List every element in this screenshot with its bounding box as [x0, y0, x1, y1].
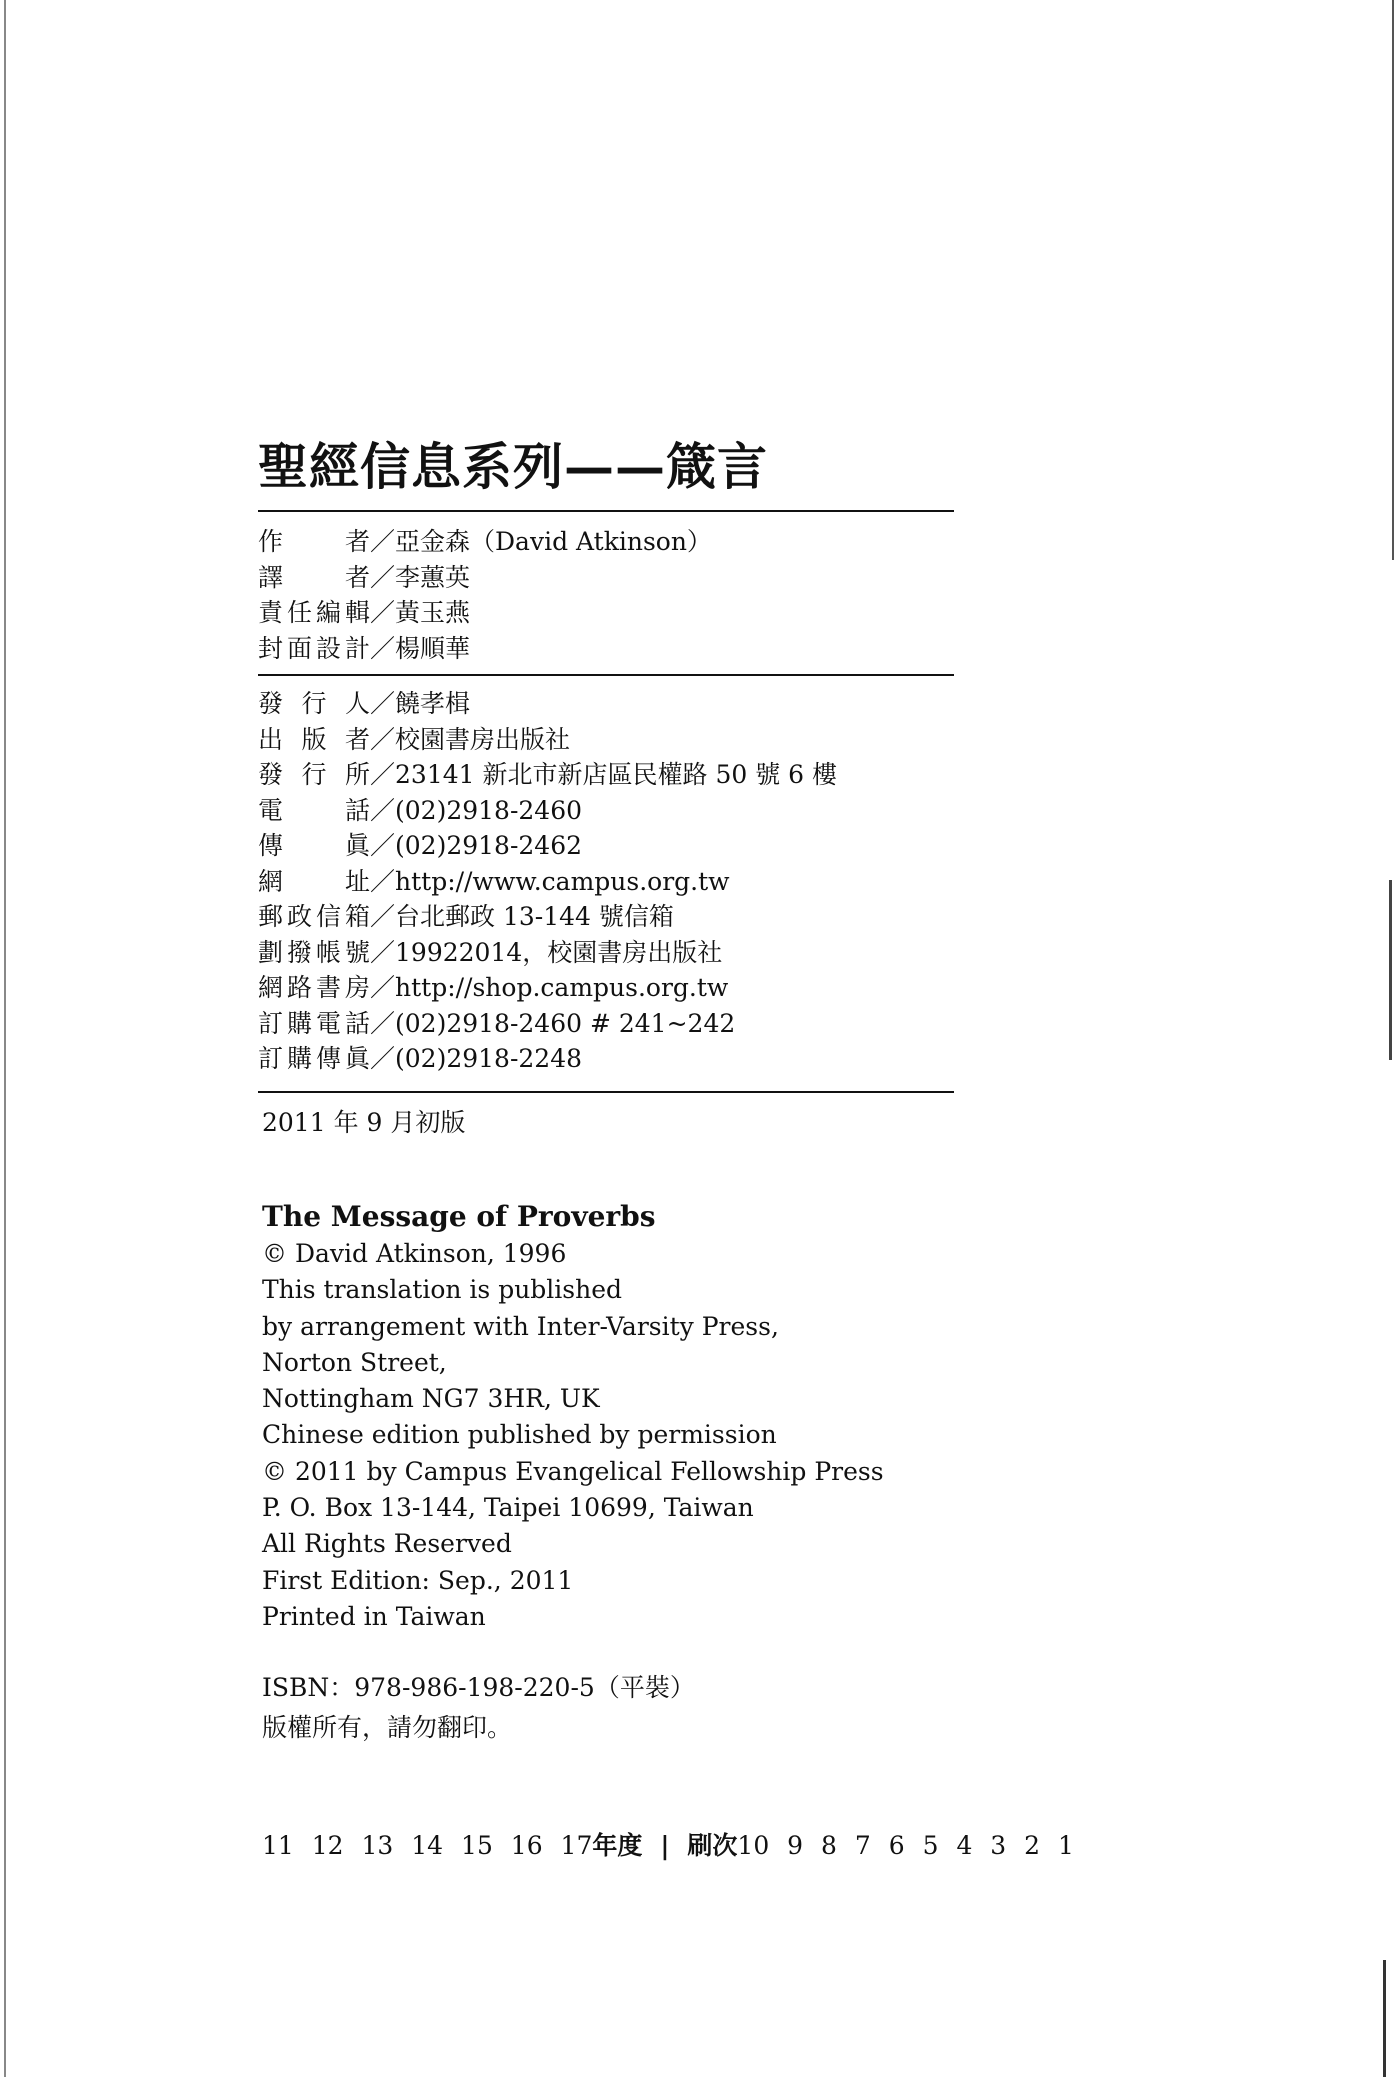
rights-notice: 版權所有，請勿翻印。 [262, 1713, 513, 1742]
publisher-row [258, 722, 837, 758]
publisher-value: 校園書房出版社 [395, 724, 571, 754]
publisher-row [258, 757, 837, 793]
publisher-separator: ／ [370, 902, 396, 931]
publisher-row [258, 935, 837, 971]
publisher-separator: ／ [370, 973, 396, 1002]
edition-date: 2011 年 9 月初版 [262, 1108, 466, 1137]
credit-label: 責任編輯 [258, 598, 370, 627]
credit-separator: ／ [370, 562, 396, 592]
credit-label: 作 者 [258, 527, 370, 556]
publisher-row [258, 686, 837, 722]
credit-value: 李蕙英 [395, 562, 471, 592]
print-years: 11 12 13 14 15 16 17 [262, 1831, 593, 1860]
credit-separator: ／ [370, 633, 396, 663]
rule-top [258, 510, 954, 512]
book-title: 聖經信息系列——箴言 [258, 437, 768, 496]
english-copyright-block [262, 1198, 884, 1635]
credit-label: 譯 者 [258, 562, 370, 592]
publisher-row [258, 1006, 837, 1042]
publisher-label: 傳 眞 [258, 831, 370, 860]
credit-row-editor [258, 595, 712, 631]
publisher-label: 劃撥帳號 [258, 937, 370, 967]
publisher-separator: ／ [370, 1044, 396, 1073]
publisher-value: 饒孝楫 [395, 689, 471, 718]
publisher-label: 郵政信箱 [258, 902, 370, 931]
publisher-label: 出 版 者 [258, 724, 370, 754]
publisher-value: (02)2918-2462 [395, 831, 583, 860]
scan-edge-left [4, 0, 6, 2077]
publisher-row [258, 899, 837, 935]
publisher-separator: ／ [370, 724, 396, 754]
publisher-value: (02)2918-2248 [395, 1044, 583, 1073]
publisher-row [258, 828, 837, 864]
credit-separator: ／ [370, 527, 396, 556]
publisher-separator: ／ [370, 689, 396, 718]
credit-value: 黃玉燕 [395, 598, 471, 627]
print-divider: | [660, 1831, 670, 1860]
publisher-value: 台北郵政 13-144 號信箱 [395, 902, 674, 931]
isbn-block [262, 1668, 695, 1748]
publisher-separator: ／ [370, 866, 396, 896]
english-line: © 2011 by Campus Evangelical Fellowship Press [262, 1456, 884, 1486]
publisher-row [258, 970, 837, 1006]
print-printings-label: 刷次 [687, 1831, 738, 1860]
shop-link: http://shop.campus.org.tw [395, 973, 729, 1002]
publisher-value: 19922014，校園書房出版社 [395, 937, 723, 967]
english-line: P. O. Box 13-144, Taipei 10699, Taiwan [262, 1493, 754, 1523]
credit-row-cover-design [258, 631, 712, 667]
publisher-separator: ／ [370, 831, 396, 860]
scan-edge-right-top [1392, 0, 1394, 560]
scan-edge-right-bottom [1383, 1960, 1386, 2077]
publisher-row [258, 793, 837, 829]
publisher-separator: ／ [370, 937, 396, 967]
print-years-label: 年度 [592, 1831, 643, 1860]
credit-value: 亞金森（David Atkinson） [395, 527, 712, 556]
publisher-label: 網 址 [258, 866, 370, 896]
credit-separator: ／ [370, 598, 396, 627]
publisher-value: 23141 新北市新店區民權路 50 號 6 樓 [395, 760, 837, 789]
publisher-value: (02)2918-2460 [395, 795, 583, 825]
credit-value: 楊順華 [395, 633, 471, 663]
english-line: First Edition: Sep., 2011 [262, 1565, 574, 1595]
credit-row-author [258, 524, 712, 560]
english-line: All Rights Reserved [262, 1529, 512, 1559]
english-line: This translation is published [262, 1275, 623, 1305]
credits-block [258, 524, 712, 666]
credit-label: 封面設計 [258, 633, 370, 663]
publisher-label: 電 話 [258, 795, 370, 825]
english-line: by arrangement with Inter-Varsity Press, [262, 1311, 779, 1341]
credit-row-translator [258, 560, 712, 596]
publisher-row [258, 1041, 837, 1077]
english-title: The Message of Proverbs [262, 1200, 656, 1233]
english-line: Chinese edition published by permission [262, 1420, 777, 1450]
english-line: © David Atkinson, 1996 [262, 1239, 567, 1268]
publisher-separator: ／ [370, 760, 396, 789]
publisher-row [258, 864, 837, 900]
publisher-value: (02)2918-2460 # 241~242 [395, 1008, 736, 1038]
english-line: Printed in Taiwan [262, 1601, 486, 1631]
publisher-block [258, 686, 837, 1077]
publisher-label: 訂購電話 [258, 1008, 370, 1038]
english-line: Norton Street, [262, 1347, 447, 1377]
publisher-label: 發 行 人 [258, 689, 370, 718]
rule-middle [258, 674, 954, 676]
website-link: http://www.campus.org.tw [395, 866, 730, 896]
publisher-separator: ／ [370, 795, 396, 825]
rule-bottom [258, 1091, 954, 1093]
print-printings: 10 9 8 7 6 5 4 3 2 1 [737, 1831, 1074, 1860]
english-line: Nottingham NG7 3HR, UK [262, 1384, 600, 1414]
print-line [262, 1826, 1074, 1862]
publisher-separator: ／ [370, 1008, 396, 1038]
publisher-label: 發 行 所 [258, 760, 370, 789]
isbn-number: ISBN：978-986-198-220-5（平裝） [262, 1673, 695, 1702]
publisher-label: 網路書房 [258, 973, 370, 1002]
scan-edge-right-mid [1389, 880, 1392, 1060]
publisher-label: 訂購傳眞 [258, 1044, 370, 1073]
